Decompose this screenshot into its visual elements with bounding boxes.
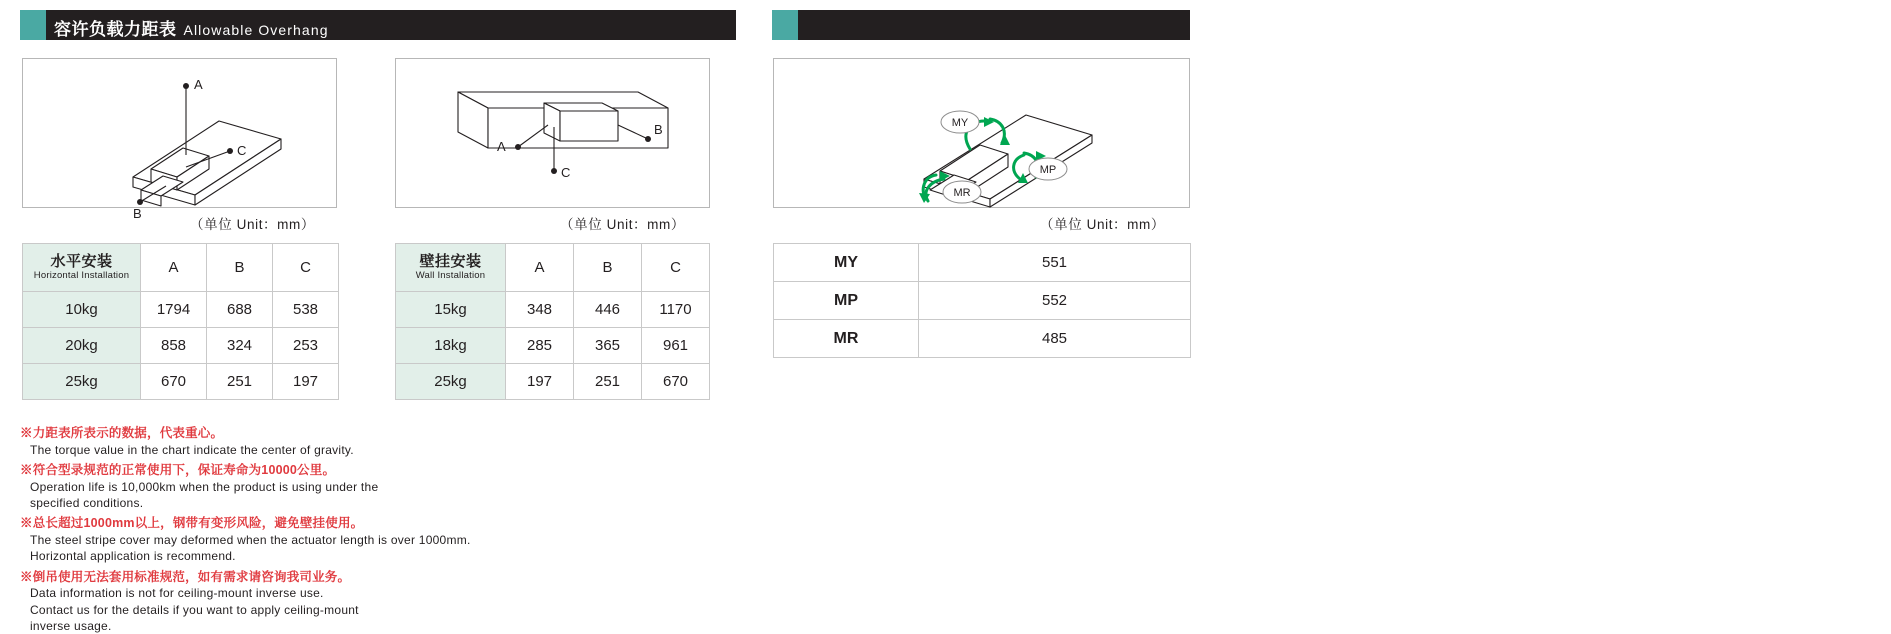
figure-horizontal-installation (22, 58, 337, 221)
cell-a: 285 (506, 328, 574, 364)
figure-label-b: B (133, 206, 142, 221)
cell-b: 446 (574, 292, 642, 328)
note-en-3-2: Horizontal application is recommend. (30, 549, 236, 564)
cell-a: 670 (141, 364, 207, 400)
cell-a: 197 (506, 364, 574, 400)
table-header-row (396, 244, 710, 292)
table-horizontal-installation (22, 243, 339, 400)
table-wall-installation (395, 243, 710, 400)
note-en-2-1: Operation life is 10,000km when the product is using under the (30, 479, 379, 494)
header-bar (798, 10, 1190, 40)
table-row (396, 328, 710, 364)
column-header-b: B (574, 244, 642, 292)
table-row (774, 244, 1191, 282)
column-header-c: C (273, 244, 339, 292)
row-label-mr: MR (774, 320, 919, 358)
table-row (23, 328, 339, 364)
note-cn-4: ※倒吊使用无法套用标准规范，如有需求请咨询我司业务。 (20, 569, 351, 584)
row-label: 20kg (23, 328, 141, 364)
column-header-a: A (141, 244, 207, 292)
cell-b: 251 (574, 364, 642, 400)
table-row (774, 282, 1191, 320)
note-en-3-1: The steel stripe cover may deformed when the actuator length is over 1000mm. (30, 533, 471, 548)
table-row (396, 292, 710, 328)
column-header-b: B (207, 244, 273, 292)
table-static-loading-moment (773, 243, 1191, 358)
row-label: 25kg (396, 364, 506, 400)
cell-c: 197 (273, 364, 339, 400)
row-value-mr: 485 (919, 320, 1191, 358)
header-en: Horizontal Installation (33, 270, 130, 282)
figure-label-c: C (561, 165, 571, 180)
row-label: 10kg (23, 292, 141, 328)
header-cn: 壁挂安装 (419, 252, 482, 270)
table-row (396, 364, 710, 400)
footnotes (20, 425, 620, 634)
note-cn-1: ※力距表所表示的数据，代表重心。 (20, 426, 224, 440)
header-en: Wall Installation (415, 270, 486, 282)
figure-wall-installation (395, 58, 710, 208)
cell-b: 324 (207, 328, 273, 364)
note-cn-2: ※符合型录规范的正常使用下，保证寿命为10000公里。 (20, 463, 336, 478)
note-en-4-2: Contact us for the details if you want to apply ceiling-mount (30, 602, 359, 617)
unit-note-fig3: （单位 Unit：mm） (1040, 217, 1165, 232)
table-header-label (396, 244, 506, 292)
row-label: 18kg (396, 328, 506, 364)
cell-c: 1170 (642, 292, 710, 328)
table-header-label (23, 244, 141, 292)
row-label-my: MY (774, 244, 919, 282)
row-label-mp: MP (774, 282, 919, 320)
header-accent-bar (772, 10, 798, 40)
figure-label-my: MY (951, 117, 969, 129)
section-title-en: Allowable Overhang (183, 22, 329, 38)
section-header-allowable-overhang (20, 10, 736, 40)
unit-note-fig2: （单位 Unit：mm） (560, 217, 685, 232)
row-value-my: 551 (919, 244, 1191, 282)
table-header-row (23, 244, 339, 292)
cell-b: 688 (207, 292, 273, 328)
cell-a: 348 (506, 292, 574, 328)
table-row (23, 292, 339, 328)
cell-a: 858 (141, 328, 207, 364)
figure-label-a: A (497, 139, 506, 154)
figure-label-a: A (194, 77, 203, 92)
row-value-mp: 552 (919, 282, 1191, 320)
note-en-4-1: Data information is not for ceiling-mount inverse use. (30, 586, 324, 601)
cell-b: 365 (574, 328, 642, 364)
figure-label-b: B (654, 122, 663, 137)
note-cn-3: ※总长超过1000mm以上，钢带有变形风险，避免壁挂使用。 (20, 516, 364, 531)
note-en-2-2: specified conditions. (30, 496, 144, 511)
cell-c: 538 (273, 292, 339, 328)
cell-a: 1794 (141, 292, 207, 328)
section-title-en: Static Loading Moment (1725, 22, 1891, 38)
table-row (23, 364, 339, 400)
figure-static-loading-moment (773, 58, 1190, 208)
note-en-1-1: The torque value in the chart indicate the center of gravity. (30, 442, 354, 457)
header-cn: 水平安装 (50, 252, 113, 270)
note-en-4-3: inverse usage. (30, 618, 112, 633)
section-title-cn: 容许负载力距表 (54, 20, 177, 39)
table-row (774, 320, 1191, 358)
cell-c: 253 (273, 328, 339, 364)
row-label: 15kg (396, 292, 506, 328)
unit-note-fig1: （单位 Unit：mm） (190, 217, 315, 232)
header-accent-bar (20, 10, 46, 40)
figure-label-c: C (237, 143, 247, 158)
section-title-cn: 静态容许负载惯量 (1578, 20, 1718, 39)
cell-c: 670 (642, 364, 710, 400)
row-label: 25kg (23, 364, 141, 400)
cell-c: 961 (642, 328, 710, 364)
cell-b: 251 (207, 364, 273, 400)
column-header-c: C (642, 244, 710, 292)
column-header-a: A (506, 244, 574, 292)
figure-label-mr: MR (953, 187, 971, 199)
section-header-static-loading-moment (772, 10, 1891, 40)
figure-label-mp: MP (1039, 164, 1057, 176)
